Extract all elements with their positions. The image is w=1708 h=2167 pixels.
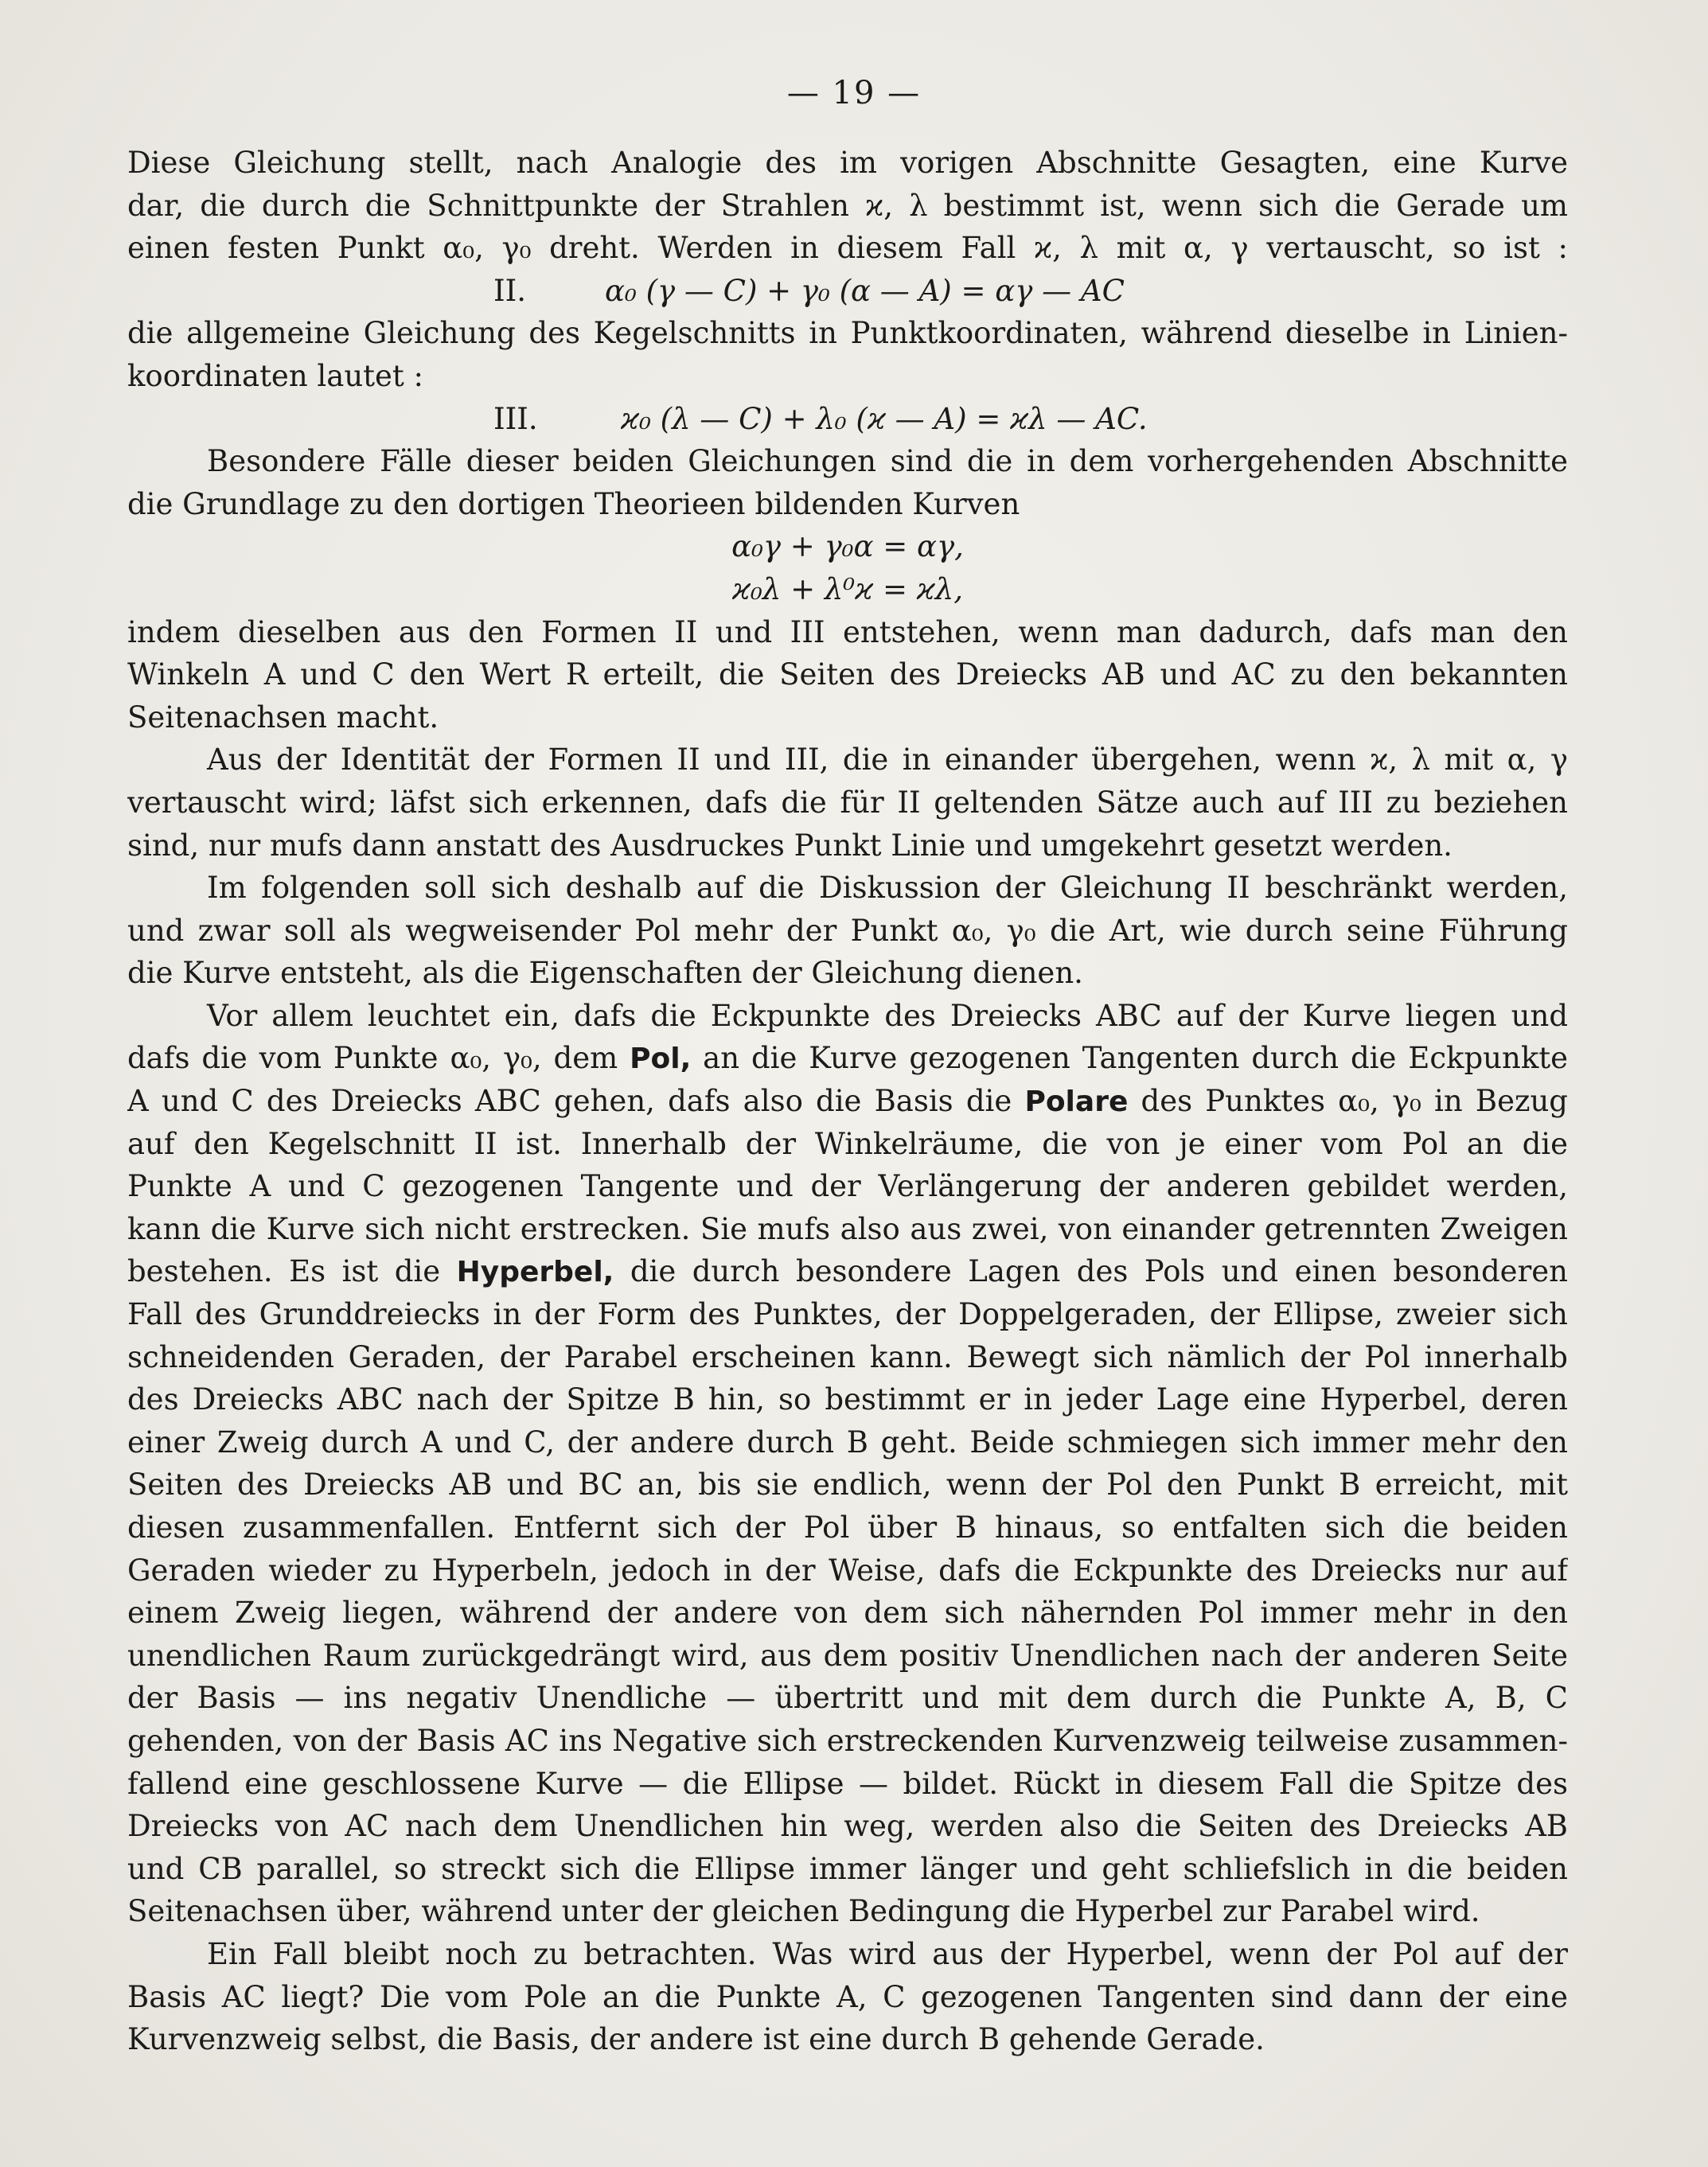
text-line: einem Zweig liegen, während der andere von dem sich nähernden Pol immer mehr in den xyxy=(127,1596,1568,1631)
text-line: indem dieselben aus den Formen II und III entstehen, wenn man dadurch, dafs man den xyxy=(127,614,1568,649)
text-line: Seitenachsen über, während unter der gleichen Bedingung die Hyperbel zur Parabel wird. xyxy=(127,1894,1480,1929)
text-run: A und C des Dreiecks ABC gehen, dafs also die Basis die xyxy=(127,1084,1025,1119)
text-line: Punkte A und C gezogenen Tangente und der Verlängerung der anderen gebildet werden, xyxy=(127,1169,1568,1204)
text-run: dafs die vom Punkte α₀, γ₀, dem xyxy=(127,1041,630,1076)
text-line: die Kurve entsteht, als die Eigenschaften der Gleichung dienen. xyxy=(127,956,1083,991)
text-line: Fall des Grunddreiecks in der Form des Punktes, der Doppelgeraden, der Ellipse, zweier sich xyxy=(127,1297,1568,1332)
equation-line: ϰ₀λ + λ⁰ϰ = ϰλ, xyxy=(731,571,964,606)
text-line: koordinaten lautet : xyxy=(127,358,424,393)
equation-formula: α₀ (γ — C) + γ₀ (α — A) = αγ — AC xyxy=(605,273,1125,308)
equation-label: III. xyxy=(493,401,538,436)
equation-line xyxy=(127,398,1568,441)
page-number: — 19 — xyxy=(786,75,922,111)
text-line: sind, nur mufs dann anstatt des Ausdruckes Punkt Linie und umgekehrt gesetzt werden. xyxy=(127,828,1453,863)
text-line: gehenden, von der Basis AC ins Negative sich erstreckenden Kurvenzweig teilweise zusammen- xyxy=(127,1723,1568,1758)
text-run: bestehen. Es ist die xyxy=(127,1254,457,1289)
text-line: die allgemeine Gleichung des Kegelschnitts in Punktkoordinaten, während dieselbe in Linien- xyxy=(127,316,1568,351)
text-line: einer Zweig durch A und C, der andere durch B geht. Beide schmiegen sich immer mehr den xyxy=(127,1425,1568,1460)
text-line: Aus der Identität der Formen II und III, die in einander übergehen, wenn ϰ, λ mit α, γ xyxy=(207,742,1568,778)
text-line: vertauscht wird; läfst sich erkennen, dafs die für II geltenden Sätze auch auf III zu beziehen xyxy=(127,785,1568,820)
text-line: und zwar soll als wegweisender Pol mehr der Punkt α₀, γ₀ die Art, wie durch seine Führung xyxy=(127,913,1568,948)
body-text xyxy=(127,142,1568,2061)
emphasis-term: Hyperbel, xyxy=(456,1256,614,1289)
text-line: unendlichen Raum zurückgedrängt wird, aus dem positiv Unendlichen nach der anderen Seite xyxy=(127,1638,1568,1673)
text-run: des Punktes α₀, γ₀ in Bezug xyxy=(1128,1084,1568,1119)
text-line: des Dreiecks ABC nach der Spitze B hin, so bestimmt er in jeder Lage eine Hyperbel, deren xyxy=(127,1382,1568,1417)
text-line xyxy=(127,1250,1568,1293)
emphasis-term: Pol, xyxy=(630,1043,692,1076)
equation-line xyxy=(127,270,1568,313)
text-line: Dreiecks von AC nach dem Unendlichen hin weg, werden also die Seiten des Dreiecks AB xyxy=(127,1809,1568,1844)
text-line xyxy=(127,1037,1568,1080)
text-line: Winkeln A und C den Wert R erteilt, die Seiten des Dreiecks AB und AC zu den bekannten xyxy=(127,657,1568,692)
text-line: Seitenachsen macht. xyxy=(127,700,439,735)
text-line: die Grundlage zu den dortigen Theorieen bildenden Kurven xyxy=(127,486,1020,521)
text-line: dar, die durch die Schnittpunkte der Strahlen ϰ, λ bestimmt ist, wenn sich die Gerade um xyxy=(127,188,1568,223)
text-line: Diese Gleichung stellt, nach Analogie des im vorigen Abschnitte Gesagten, eine Kurve xyxy=(127,146,1568,180)
text-line: Vor allem leuchtet ein, dafs die Eckpunkte des Dreiecks ABC auf der Kurve liegen und xyxy=(207,998,1568,1033)
text-line xyxy=(127,1080,1568,1123)
equation-line: α₀γ + γ₀α = αγ, xyxy=(731,529,964,564)
text-line: schneidenden Geraden, der Parabel erscheinen kann. Bewegt sich nämlich der Pol innerhalb xyxy=(127,1339,1568,1374)
equation-label: II. xyxy=(493,273,526,308)
text-line: diesen zusammenfallen. Entfernt sich der Pol über B hinaus, so entfalten sich die beiden xyxy=(127,1510,1568,1545)
text-line: Besondere Fälle dieser beiden Gleichungen sind die in dem vorhergehenden Abschnitte xyxy=(207,444,1568,479)
text-line: Kurvenzweig selbst, die Basis, der andere ist eine durch B gehende Gerade. xyxy=(127,2022,1265,2057)
text-line: Geraden wieder zu Hyperbeln, jedoch in der Weise, dafs die Eckpunkte des Dreiecks nur auf xyxy=(127,1553,1568,1588)
text-line: fallend eine geschlossene Kurve — die Ellipse — bildet. Rückt in diesem Fall die Spitze des xyxy=(127,1766,1568,1801)
text-line: Seiten des Dreiecks AB und BC an, bis sie endlich, wenn der Pol den Punkt B erreicht, mit xyxy=(127,1467,1568,1502)
equation-formula: ϰ₀ (λ — C) + λ₀ (ϰ — A) = ϰλ — AC. xyxy=(621,401,1148,436)
text-line: Basis AC liegt? Die vom Pole an die Punkte A, C gezogenen Tangenten sind dann der eine xyxy=(127,1979,1568,2014)
text-line: und CB parallel, so streckt sich die Ellipse immer länger und geht schliefslich in die beiden xyxy=(127,1851,1568,1886)
text-run: an die Kurve gezogenen Tangenten durch die Eckpunkte xyxy=(691,1041,1568,1076)
text-line: der Basis — ins negativ Unendliche — übertritt und mit dem durch die Punkte A, B, C xyxy=(127,1681,1568,1716)
text-line: auf den Kegelschnitt II ist. Innerhalb der Winkelräume, die von je einer vom Pol an die xyxy=(127,1126,1568,1161)
text-line: kann die Kurve sich nicht erstrecken. Sie mufs also aus zwei, von einander getrennten Zweigen xyxy=(127,1211,1568,1246)
text-line: einen festen Punkt α₀, γ₀ dreht. Werden in diesem Fall ϰ, λ mit α, γ vertauscht, so ist : xyxy=(127,231,1568,266)
text-run: die durch besondere Lagen des Pols und einen besonderen xyxy=(614,1254,1568,1289)
emphasis-term: Polare xyxy=(1024,1085,1129,1119)
text-line: Ein Fall bleibt noch zu betrachten. Was wird aus der Hyperbel, wenn der Pol auf der xyxy=(207,1936,1568,1971)
text-line: Im folgenden soll sich deshalb auf die Diskussion der Gleichung II beschränkt werden, xyxy=(207,871,1568,906)
